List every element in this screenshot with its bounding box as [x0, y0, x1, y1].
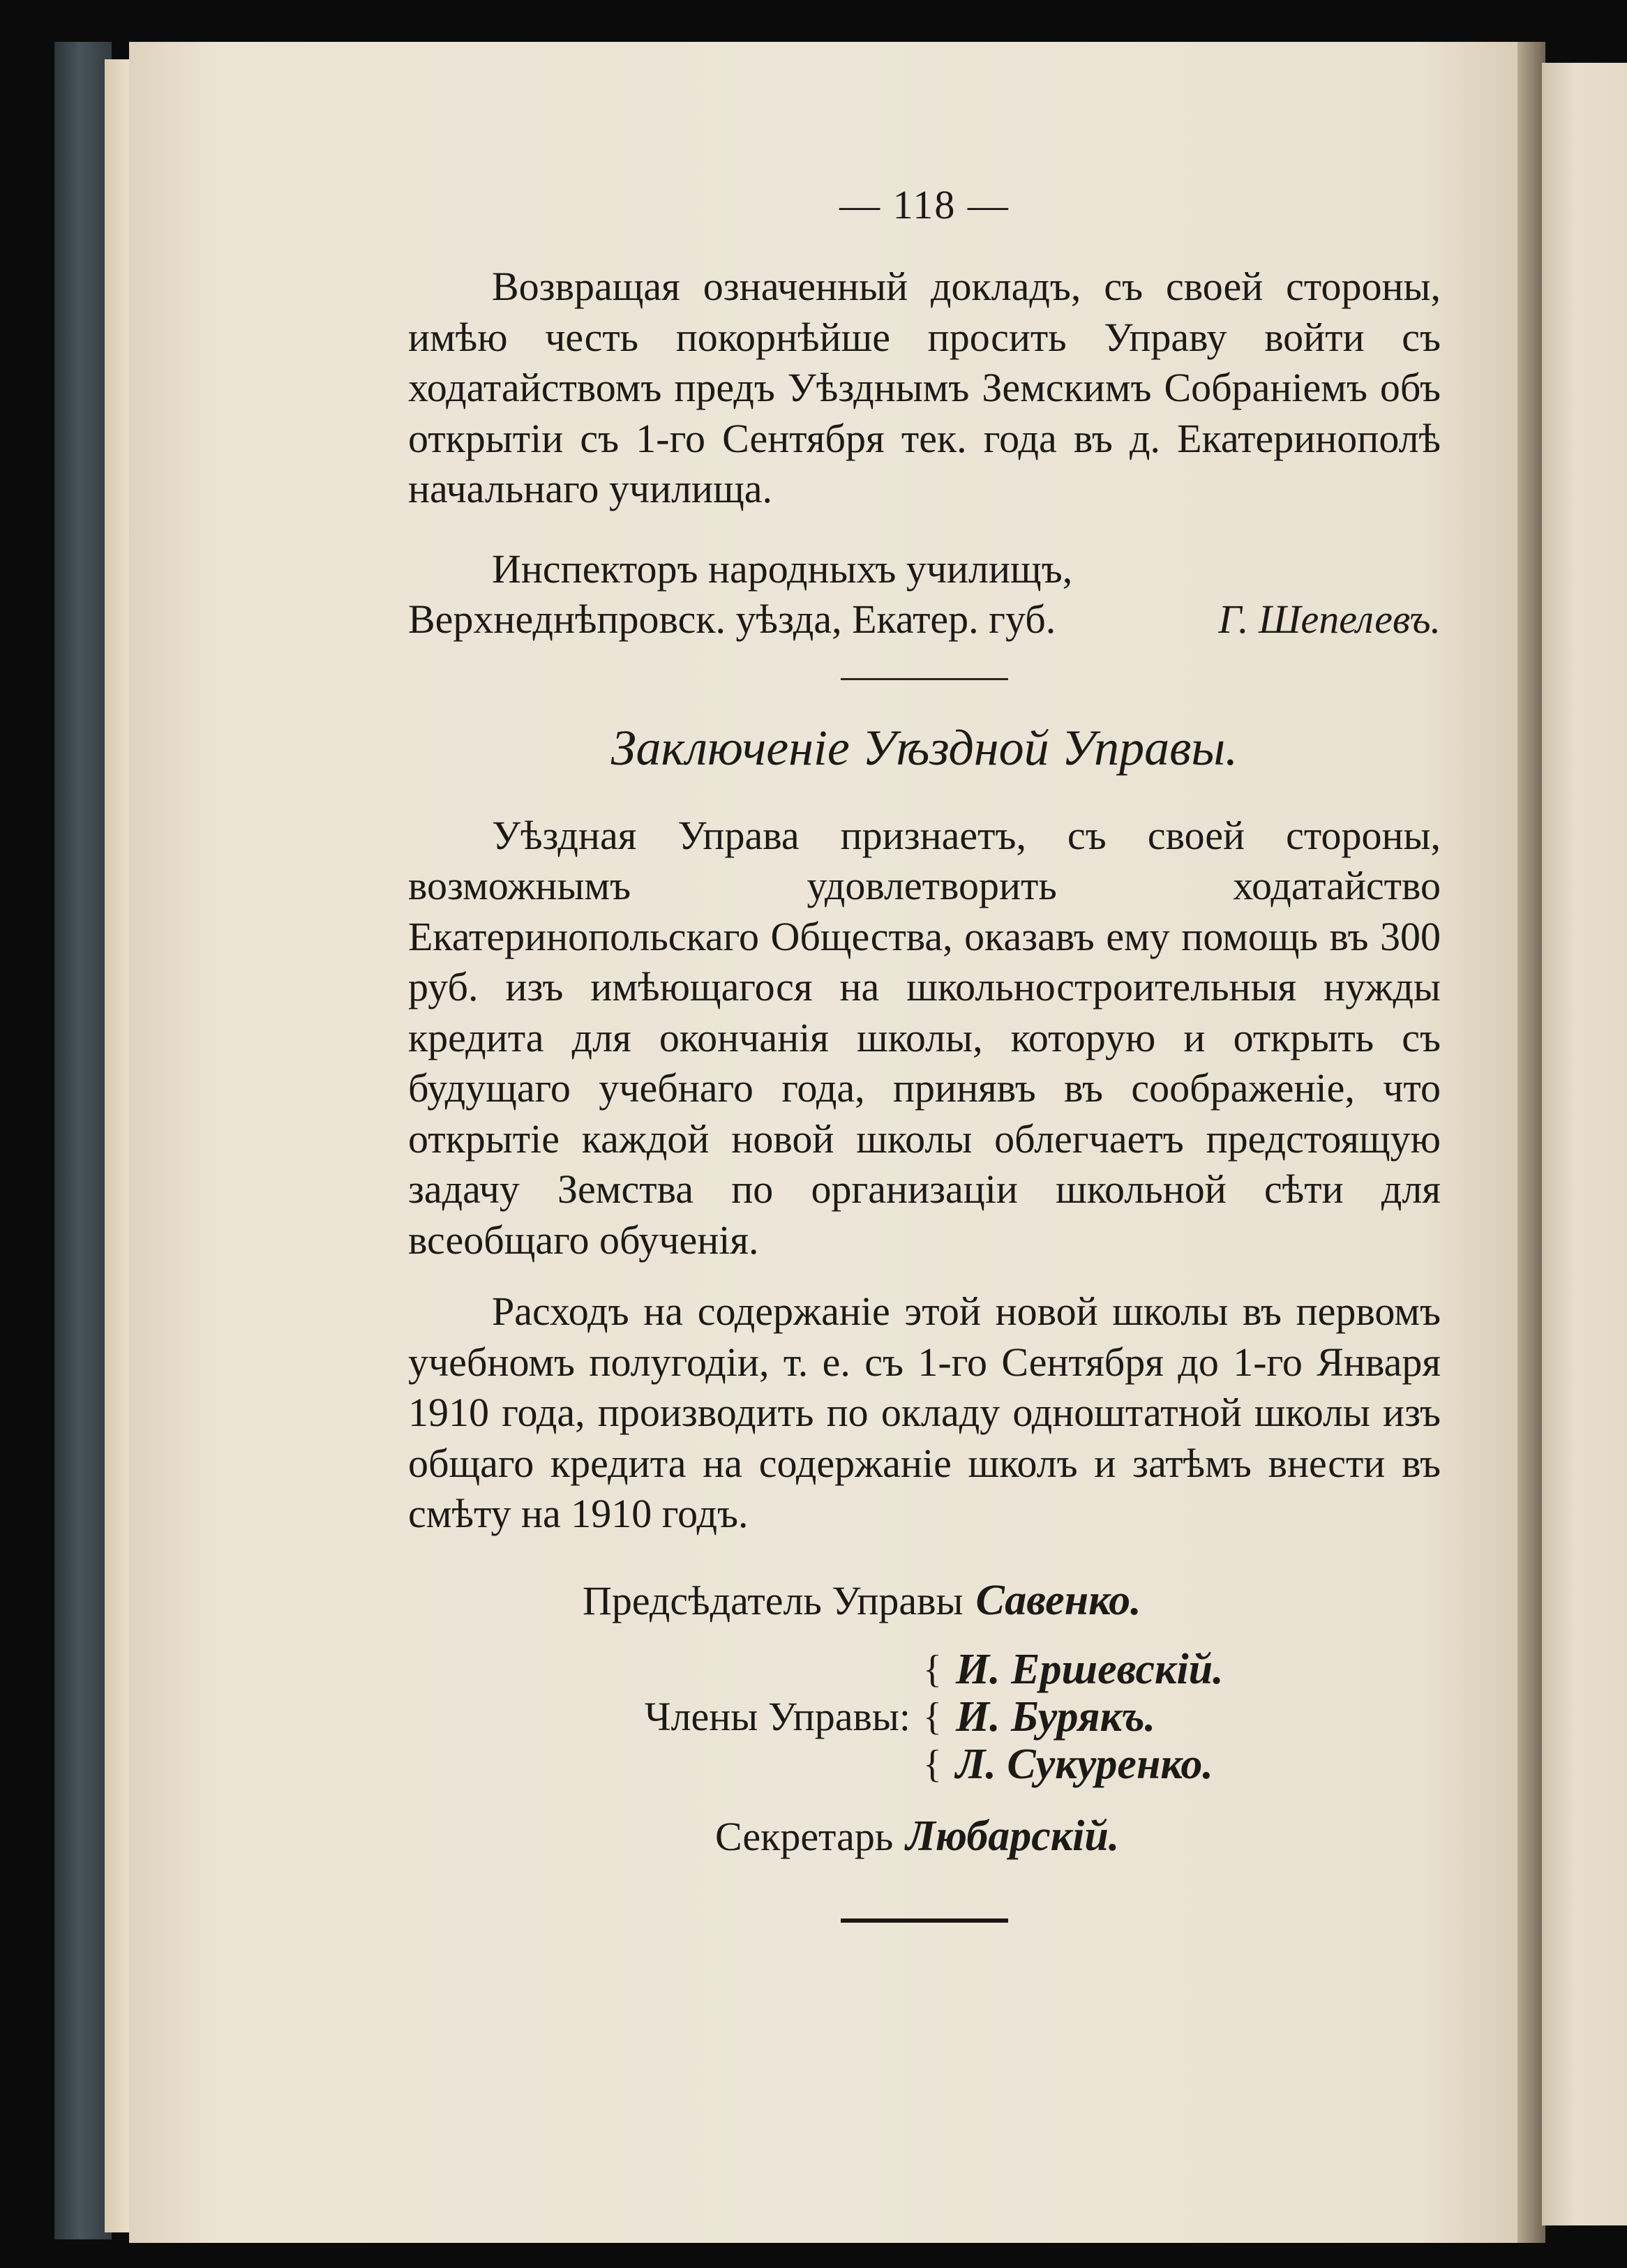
member-name: Л. Сукуренко.: [955, 1740, 1213, 1788]
page-number: — 118 —: [839, 182, 1010, 227]
inspector-district-line: [408, 594, 1441, 645]
inspector-name: Г. Шепелевъ.: [1218, 596, 1441, 642]
page-content: [408, 181, 1441, 1923]
section-divider: [841, 678, 1008, 680]
book-gutter: [1517, 42, 1545, 2243]
board-signatures: [408, 1576, 1441, 1861]
facing-page-edge: [1542, 63, 1627, 2225]
secretary-name: Любарскій.: [906, 1812, 1120, 1860]
paragraph-request: Возвращая означенный докладъ, съ своей стороны, имѣю честь покорнѣйше просить Управу войти съ ходатайствомъ предъ Уѣзднымъ Земскимъ Собраніемъ объ открытіи съ 1-го Сентября тек. года въ д. Екатеринополѣ начальнаго училища.: [408, 264, 1441, 511]
members-label: Члены Управы:: [644, 1694, 910, 1739]
inspector-signature-block: [408, 544, 1441, 645]
member-name: И. Ершевскій.: [955, 1645, 1224, 1693]
secretary-label: Секретарь: [715, 1813, 894, 1859]
members-signatures: [408, 1646, 1441, 1788]
secretary-signature: [408, 1812, 1441, 1861]
chair-signature: [408, 1576, 1441, 1632]
chair-name: Савенко.: [975, 1576, 1141, 1624]
inspector-title: Инспекторъ народныхъ училищъ,: [492, 546, 1073, 592]
chair-label: Предсѣдатель Управы: [583, 1577, 964, 1623]
paragraph-expenses: Расходъ на содержаніе этой новой школы въ первомъ учебномъ полугодіи, т. е. съ 1-го Сентября до 1-го Января 1910 года, производить по окладу одноштатной школы изъ общаго кредита на содержаніе школъ и затѣмъ внести въ смѣту на 1910 годъ.: [408, 1289, 1441, 1536]
paragraph-conclusion: Уѣздная Управа признаетъ, съ своей стороны, возможнымъ удовлетворить ходатайство Екатеринопольскаго Общества, оказавъ ему помощь въ 300 руб. изъ имѣющагося на школьностроительныя нужды кредита для окончанія школы, которую и открыть съ будущаго учебнаго года, принявъ въ соображеніе, что открытіе каждой новой школы облегчаетъ предстоящую задачу Земства по организаціи школьной сѣти для всеобщаго обученія.: [408, 812, 1441, 1263]
members-names: [956, 1646, 1224, 1788]
inspector-district: Верхнеднѣпровск. уѣзда, Екатер. губ.: [408, 596, 1056, 642]
member-name: И. Бурякъ.: [955, 1692, 1156, 1741]
end-rule: [841, 1918, 1008, 1923]
book-cover-edge: [54, 42, 112, 2239]
section-title: Заключеніе Уѣздной Управы.: [610, 719, 1238, 776]
members-brace: { { {: [923, 1647, 942, 1786]
